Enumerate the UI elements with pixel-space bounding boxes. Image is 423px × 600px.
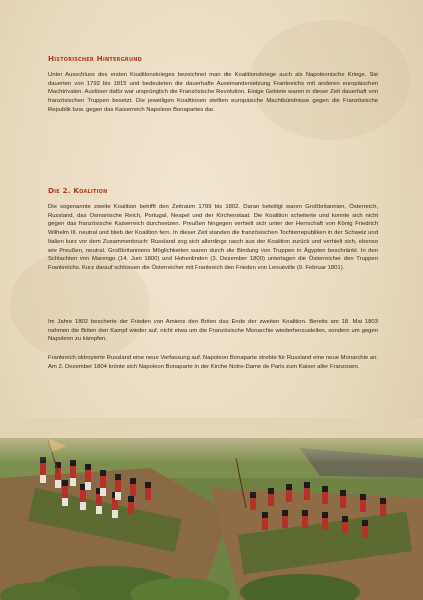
paragraph-coalition-2: Im Jahre 1802 bescherte der Frieden von Amiens den Briten das Ende der zweiten Koalition. Bereits am 18. Mai 1803 nahmen die Briten den Kampf wieder auf, nicht etwa um die Französische Monarchie wiederherzustellen, sondern um gegen Napoleon zu kämpfen. <box>48 319 378 343</box>
paragraph-coalition-3: Frankreich oktroyierte Russland eine neue Verfassung auf. Napoleon Bonaparte strebte für Russland eine neue Monarchie an. Am 2. Dezember 1804 krönte sich Napoleon Bonaparte in der Kirche Notre-Dame de Paris zum Kaiser aller Franzosen. <box>48 355 378 370</box>
section-heading-coalition: Die 2. Koalition <box>48 186 108 195</box>
section-heading-background: Historischer Hintergrund <box>48 54 142 63</box>
miniature-soldiers-photo <box>0 418 423 600</box>
paragraph-coalition-1: Die sogenannte zweite Koalition betrifft den Zeitraum 1799 bis 1802. Daran beteiligt waren Großbritannien, Österreich, Russland, das Osmanische Reich, Portugal, Neapel und der Kirchenstaat. Die Koalition scheiterte und konnte sich nicht gegen das französische Kaiserreich durchsetzen. Preußen hingegen verhielt sich unter der Herrschaft von König Friedrich Wilhelm III. neutral und blieb der Koalition fern. In dieser Zeit standen die französischen Tochterrepubliken in der Schweiz und Italien kurz vor dem Zusammenbruch: Russland zog sich allerdings rasch aus der Koalition zurück und verhielt sich, ebenso wie Preußen, neutral. Großbritanniens Möglichkeiten waren durch die Bindung von Truppen in Ägypten beschränkt. In den Schlachten von Marengo (14. Juni 1800) und Hohenlinden (3. Dezember 1800) unterlagen die Österreicher den Truppen Frankreichs. Kurz darauf schlossen die Österreicher mit Frankreich den Frieden von Lenuéville (9. Februar 1801). <box>48 204 378 271</box>
paragraph-background: Unter Ausschluss des ersten Koalitionskrieges bezeichnet man die Koalitionskriege auch als Napoleonische Kriege. Sie dauerten von 1792 bis 1815 und bedeuteten die dauerhafte Auseinandersetzung Frankreichs mit anderen europäischen Machtrivalen. Auslöser dafür war ursprünglich die Französische Revolution. Einige Gebiete waren in dieser Zeit dauerhaft von französischen Truppen besetzt. Die jeweiligen Koalitionen stellten europäische Machtbündnisse gegen die Französische Republik bzw. gegen das Kaiserreich Napoleon Bonapartes dar. <box>48 72 378 113</box>
